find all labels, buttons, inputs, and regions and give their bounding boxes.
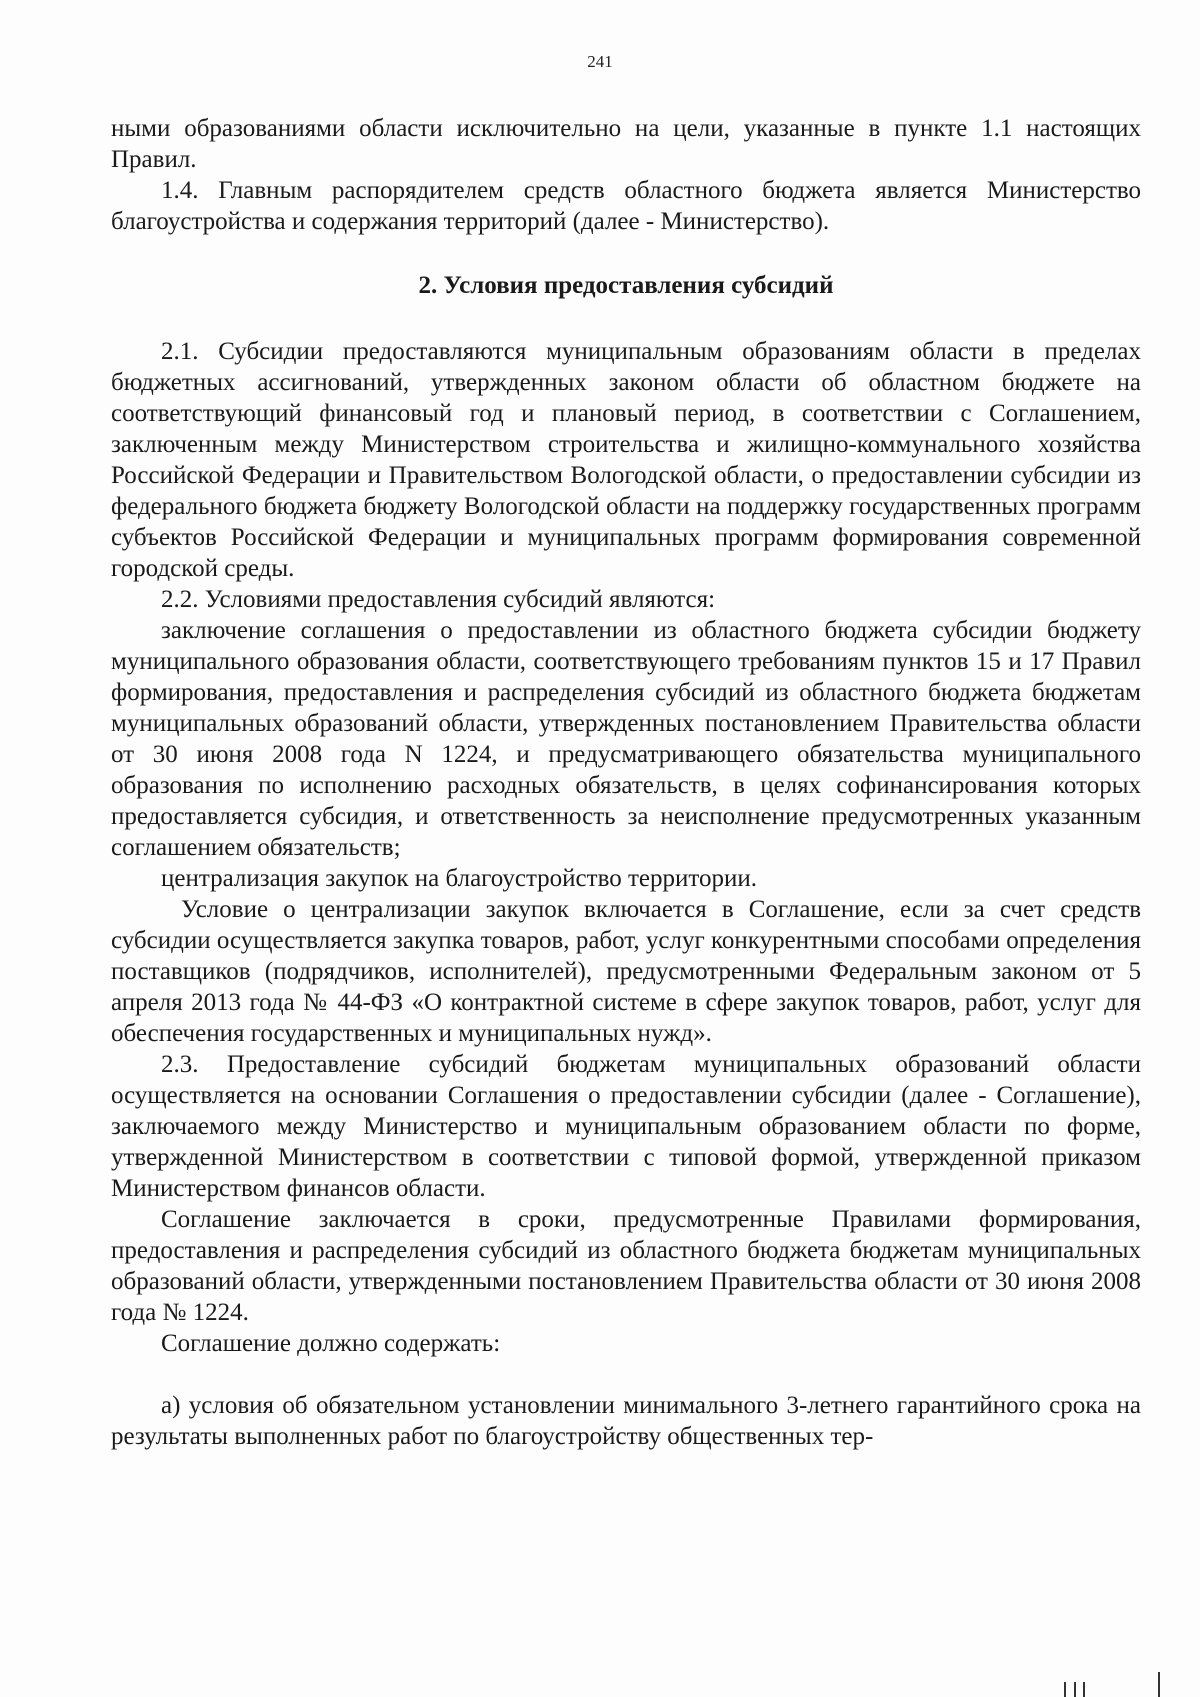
paragraph-continuation: ными образованиями области исключительно на цели, указанные в пункте 1.1 настоящих Правил. [111,115,1141,173]
paragraph-item-a: а) условия об обязательном установлении минимального 3-летнего гарантийного срока на результаты выполненных работ по благоустройству общественных тер- [111,1392,1141,1450]
scan-mark [1064,1682,1066,1697]
paragraph-condition-agreement: заключение соглашения о предоставлении из областного бюджета субсидии бюджету муниципального образования области, соответствующего требованиям пунктов 15 и 17 Правил формирования, предоставления и распределения субсидий из областного бюджета бюджетам муниципальных образований области, утвержденных постановлением Правительства области от 30 июня 2008 года N 1224, и предусматривающего обязательства муниципального образования по исполнению расходных обязательств, в целях софинансирования которых предоставляется субсидия, и ответственность за неисполнение предусмотренных указанным соглашением обязательств; [111,617,1141,861]
document-body [111,113,1141,1452]
paragraph-2-2: 2.2. Условиями предоставления субсидий являются: [161,586,716,613]
paragraph-agreement-contents: Соглашение должно содержать: [161,1330,501,1357]
paragraph-centralization-note: Условие о централизации закупок включается в Соглашение, если за счет средств субсидии осуществляется закупка товаров, работ, услуг конкурентными способами определения поставщиков (подрядчиков, исполнителей), предусмотренными Федеральным законом от 5 апреля 2013 года № 44-ФЗ «О контрактной системе в сфере закупок товаров, работ, услуг для обеспечения государственных и муниципальных нужд». [111,896,1141,1047]
scan-mark [1083,1682,1085,1697]
section-heading: 2. Условия предоставления субсидий [418,272,834,299]
paragraph-2-1: 2.1. Субсидии предоставляются муниципальным образованиям области в пределах бюджетных ассигнований, утвержденных законом области об областном бюджете на соответствующий финансовый год и плановый период, в соответствии с Соглашением, заключенным между Министерством строительства и жилищно-коммунального хозяйства Российской Федерации и Правительством Вологодской области, о предоставлении субсидии из федерального бюджета бюджету Вологодской области на поддержку государственных программ субъектов Российской Федерации и муниципальных программ формирования современной городской среды. [111,338,1141,582]
scan-mark [1074,1682,1076,1697]
scan-mark [1158,1672,1160,1697]
paragraph-1-4: 1.4. Главным распорядителем средств областного бюджета является Министерство благоустройства и содержания территорий (далее - Министерство). [111,177,1141,235]
paragraph-agreement-terms: Соглашение заключается в сроки, предусмотренные Правилами формирования, предоставления и распределения субсидий из областного бюджета бюджетам муниципальных образований области, утвержденными постановлением Правительства области от 30 июня 2008 года № 1224. [111,1206,1141,1326]
page-number: 241 [587,52,613,71]
paragraph-2-3: 2.3. Предоставление субсидий бюджетам муниципальных образований области осуществляется на основании Соглашения о предоставлении субсидии (далее - Соглашение), заключаемого между Министерство и муниципальным образованием области по форме, утвержденной Министерством в соответствии с типовой формой, утвержденной приказом Министерством финансов области. [111,1051,1141,1202]
paragraph-condition-centralization: централизация закупок на благоустройство территории. [161,865,757,892]
